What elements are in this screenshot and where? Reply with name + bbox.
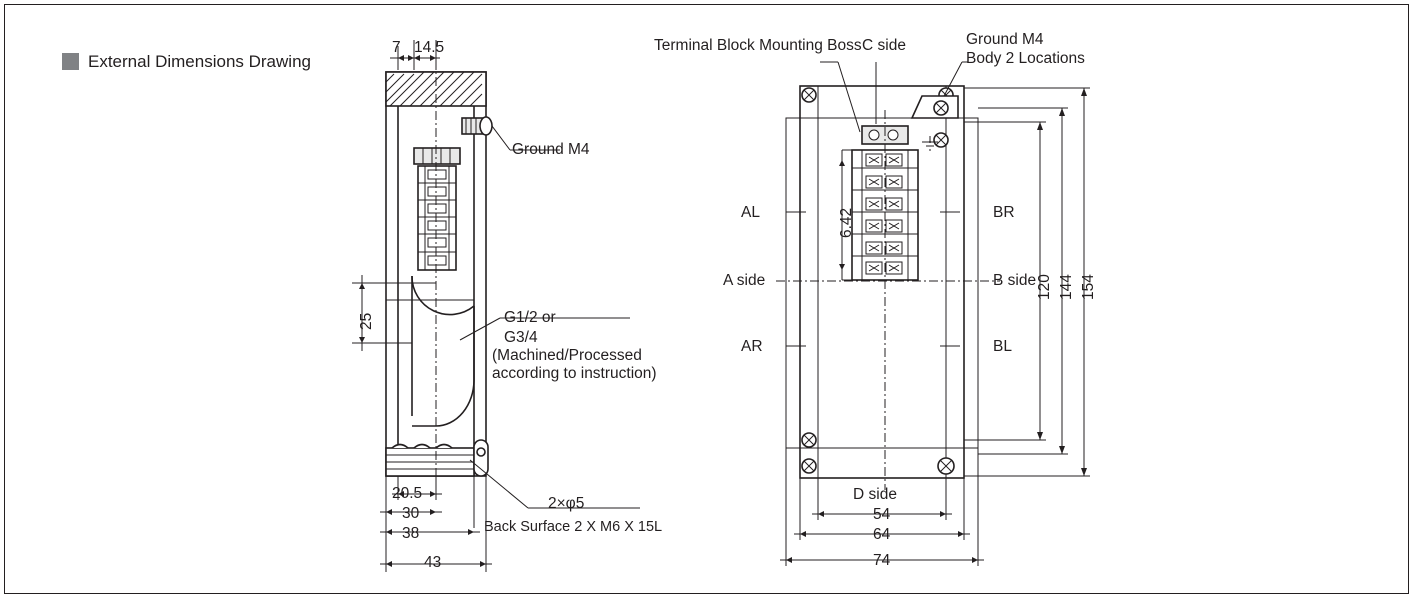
dim-54: 54 [873,506,891,523]
callout-thread-4: according to instruction) [492,365,657,382]
label-a-side: A side [723,272,766,289]
dim-30: 30 [402,505,420,522]
dim-6-42: 6.42 [838,207,855,238]
dim-74: 74 [873,552,891,569]
callout-terminal-block-boss: Terminal Block Mounting Boss [654,37,862,54]
label-ar: AR [741,338,763,355]
callout-thread-3: (Machined/Processed [492,347,642,364]
callout-2xphi5: 2×φ5 [548,495,585,512]
callout-ground-m4-left: Ground M4 [512,141,590,158]
dim-144: 144 [1058,274,1075,300]
dim-14-5: 14.5 [414,39,445,56]
label-br: BR [993,204,1015,221]
page-title: External Dimensions Drawing [88,52,311,71]
callout-thread-2: G3/4 [504,329,538,346]
callout-ground-m4-body-2: Body 2 Locations [966,50,1085,67]
dim-20-5: 20.5 [392,485,423,502]
dim-120: 120 [1036,274,1053,300]
label-d-side: D side [853,486,897,503]
callout-back-surface: Back Surface 2 X M6 X 15L [484,519,663,535]
label-al: AL [741,204,760,221]
dim-43: 43 [424,554,442,571]
dim-154: 154 [1080,274,1097,300]
dim-25: 25 [358,312,375,330]
callout-thread-1: G1/2 or [504,309,556,326]
label-b-side: B side [993,272,1037,289]
dim-64: 64 [873,526,891,543]
label-bl: BL [993,338,1012,355]
label-c-side: C side [862,37,906,54]
callout-ground-m4-body-1: Ground M4 [966,31,1044,48]
dim-38: 38 [402,525,420,542]
dim-7: 7 [392,39,401,56]
